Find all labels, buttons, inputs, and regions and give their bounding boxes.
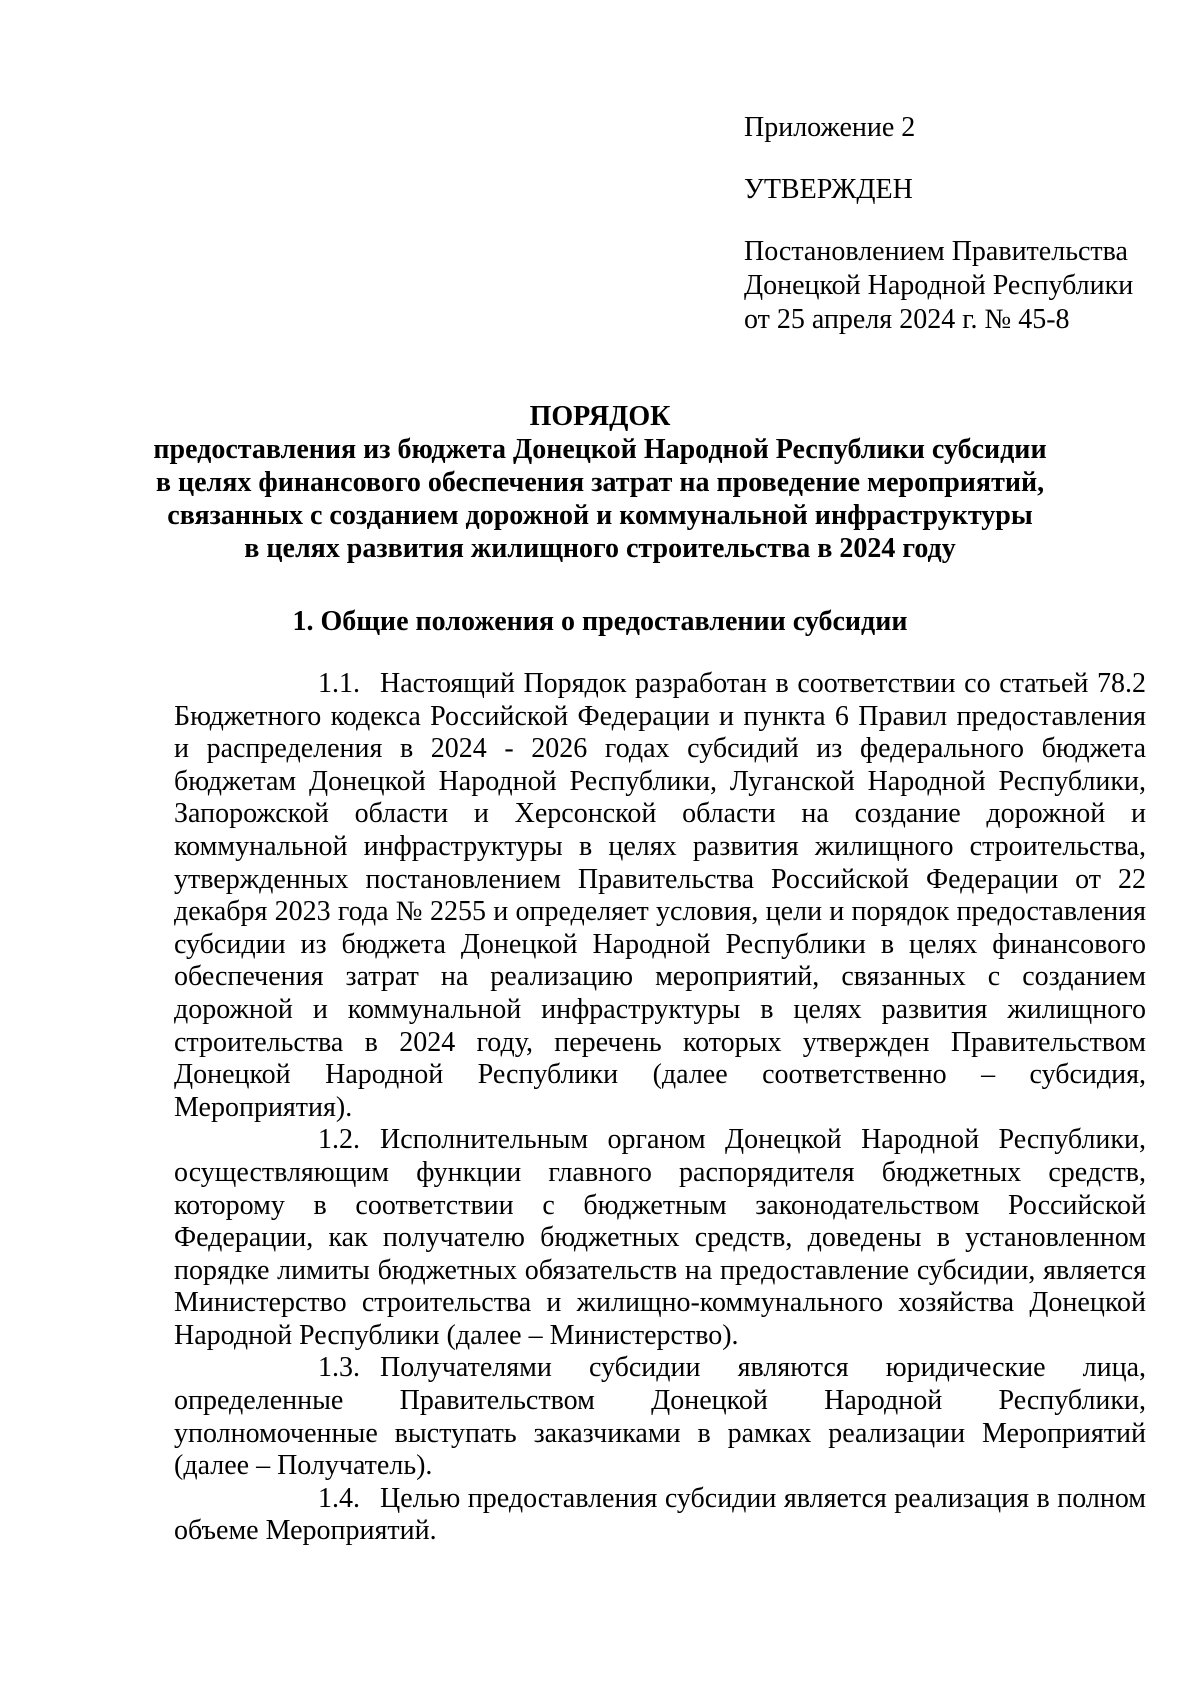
subtitle-line: в целях финансового обеспечения затрат на проведение мероприятий,: [155, 467, 1045, 498]
paragraph-1-3: [174, 1352, 1146, 1482]
document-title-block: [100, 400, 1100, 565]
document-subtitle: [100, 433, 1100, 565]
approved-label: УТВЕРЖДЕН: [744, 174, 913, 205]
subtitle-line: связанных с созданием дорожной и коммунальной инфраструктуры: [167, 500, 1033, 531]
paragraph-text: Исполнительным органом Донецкой Народной Республики, осуществляющим функции главного распорядителя бюджетных средств, которому в соответствии с бюджетным законодательством Российской Федерации, как получателю бюджетных средств, доведены в установленном порядке лимиты бюджетных обязательств на предоставление субсидии, является Министерство строительства и жилищно-коммунального хозяйства Донецкой Народной Республики (далее – Министерство).: [174, 1124, 1146, 1351]
paragraph-text: Получателями субсидии являются юридические лица, определенные Правительством Донецкой Народной Республики, уполномоченные выступать заказчиками в рамках реализации Мероприятий (далее – Получатель).: [174, 1352, 1146, 1482]
paragraph-1-2: [174, 1124, 1146, 1352]
decree-reference: [744, 235, 1164, 337]
subtitle-line: в целях развития жилищного строительства в 2024 году: [244, 533, 956, 564]
approval-block: [744, 111, 1164, 337]
subtitle-line: предоставления из бюджета Донецкой Народной Республики субсидии: [153, 434, 1047, 465]
appendix-label: Приложение 2: [744, 112, 916, 143]
paragraph-number: 1.3.: [318, 1352, 360, 1384]
paragraph-number: 1.2.: [318, 1124, 360, 1156]
paragraph-text: Настоящий Порядок разработан в соответствии со статьей 78.2 Бюджетного кодекса Российской Федерации и пункта 6 Правил предоставления и распределения в 2024 - 2026 годах субсидий из федерального бюджета бюджетам Донецкой Народной Республики, Луганской Народной Республики, Запорожской области и Херсонской области на создание дорожной и коммунальной инфраструктуры в целях развития жилищного строительства, утвержденных постановлением Правительства Российской Федерации от 22 декабря 2023 года № 2255 и определяет условия, цели и порядок предоставления субсидии из бюджета Донецкой Народной Республики в целях финансового обеспечения затрат на реализацию мероприятий, связанных с созданием дорожной и коммунальной инфраструктуры в целях развития жилищного строительства в 2024 году, перечень которых утвержден Правительством Донецкой Народной Республики (далее соответственно – субсидия, Мероприятия).: [174, 668, 1146, 1123]
paragraph-1-4: [174, 1483, 1146, 1548]
decree-line: Донецкой Народной Республики: [744, 270, 1134, 301]
paragraph-1-1: [174, 668, 1146, 1124]
document-body: [174, 668, 1146, 1548]
decree-line: Постановлением Правительства: [744, 236, 1128, 267]
paragraph-number: 1.4.: [318, 1482, 360, 1514]
section-heading: 1. Общие положения о предоставлении субсидии: [292, 606, 908, 637]
decree-line: от 25 апреля 2024 г. № 45-8: [744, 304, 1070, 335]
paragraph-number: 1.1.: [318, 668, 360, 699]
document-title: ПОРЯДОК: [529, 401, 671, 432]
paragraph-text: Целью предоставления субсидии является реализация в полном объеме Мероприятий.: [174, 1482, 1146, 1547]
